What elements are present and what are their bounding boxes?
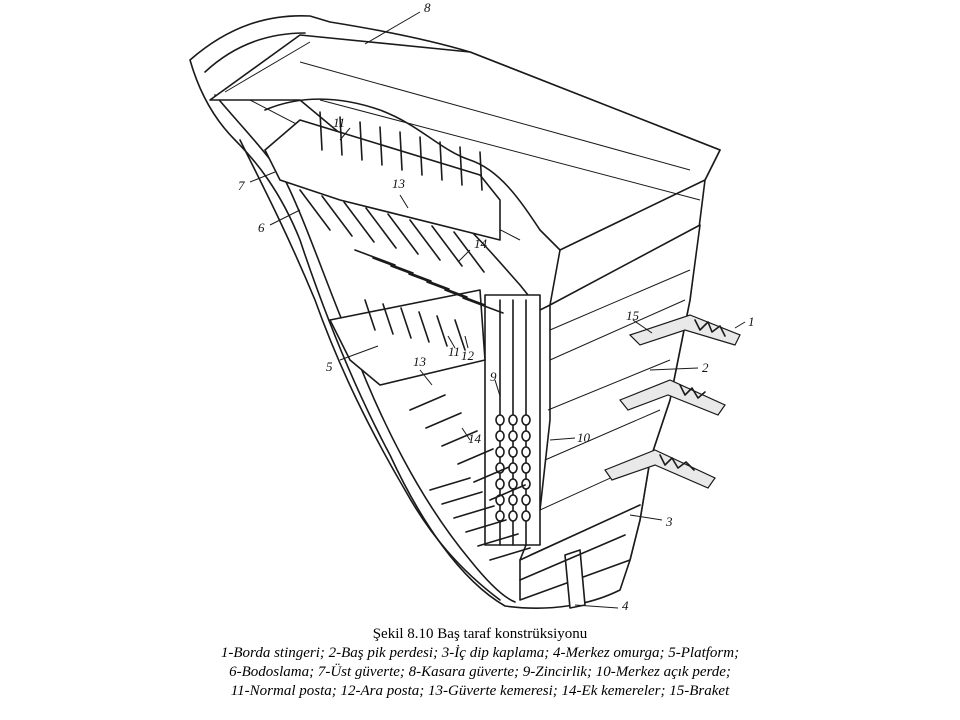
label-13-upper: 13	[392, 176, 405, 191]
lightening-hole	[509, 479, 517, 489]
label-12: 12	[461, 348, 474, 363]
label-9: 9	[490, 369, 497, 384]
center-open-bulkhead	[496, 415, 530, 521]
label-14-upper: 14	[474, 236, 487, 251]
lightening-hole	[522, 415, 530, 425]
lightening-hole	[509, 511, 517, 521]
caption-legend-line-3: 11-Normal posta; 12-Ara posta; 13-Güverte kemeresi; 14-Ek kemereler; 15-Braket	[230, 683, 730, 699]
label-11-upper: 11	[333, 115, 346, 130]
label-15: 15	[626, 308, 639, 323]
lightening-hole	[509, 431, 517, 441]
lightening-hole	[522, 479, 530, 489]
label-13-lower: 13	[413, 354, 426, 369]
lightening-hole	[496, 415, 504, 425]
caption-title: Şekil 8.10 Baş taraf konstrüksiyonu	[372, 626, 588, 642]
lightening-hole	[496, 447, 504, 457]
caption-legend-line-1: 1-Borda stingeri; 2-Baş pik perdesi; 3-İç dip kaplama; 4-Merkez omurga; 5-Platform;	[220, 645, 740, 661]
lightening-hole	[522, 447, 530, 457]
label-8: 8	[424, 0, 431, 15]
lightening-hole	[509, 447, 517, 457]
lightening-hole	[522, 431, 530, 441]
label-14-lower: 14	[468, 431, 481, 446]
lightening-hole	[496, 511, 504, 521]
lightening-hole	[522, 495, 530, 505]
label-3: 3	[666, 514, 673, 529]
label-2: 2	[702, 360, 709, 375]
label-4: 4	[622, 598, 629, 613]
label-6: 6	[258, 220, 265, 235]
label-10: 10	[577, 430, 590, 445]
figure-caption	[0, 625, 960, 701]
lightening-hole	[509, 495, 517, 505]
lightening-hole	[522, 463, 530, 473]
lightening-hole	[496, 431, 504, 441]
caption-legend-line-2: 6-Bodoslama; 7-Üst güverte; 8-Kasara güverte; 9-Zincirlik; 10-Merkez açık perde;	[229, 664, 731, 680]
lightening-hole	[496, 479, 504, 489]
lightening-hole	[522, 511, 530, 521]
lightening-hole	[509, 415, 517, 425]
label-1: 1	[748, 314, 755, 329]
label-7: 7	[238, 178, 245, 193]
label-5: 5	[326, 359, 333, 374]
label-11-lower: 11	[448, 344, 461, 359]
lightening-hole	[509, 463, 517, 473]
